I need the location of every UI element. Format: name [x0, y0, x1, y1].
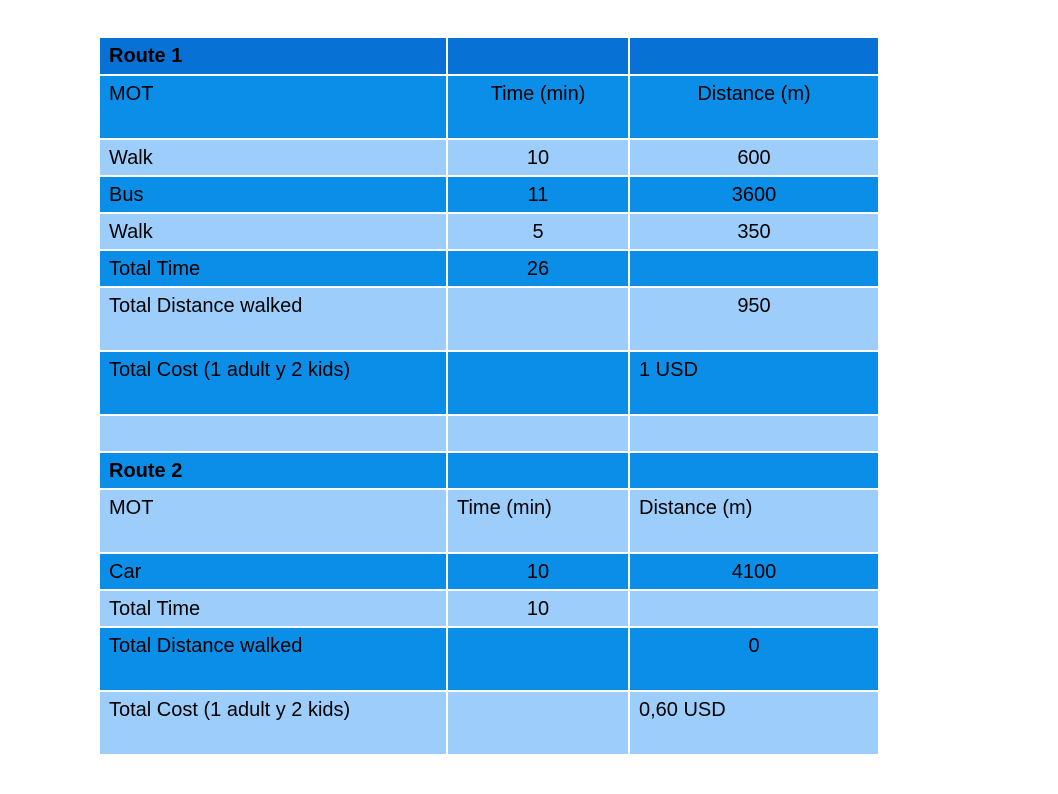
- leg-time: 11: [447, 176, 629, 213]
- total-time-label: Total Time: [99, 250, 447, 287]
- empty-cell: [447, 452, 629, 489]
- table-row: [99, 176, 879, 213]
- leg-time: 10: [447, 553, 629, 590]
- empty-cell: [629, 250, 879, 287]
- route1-total-distance-row: [99, 287, 879, 351]
- empty-cell: [99, 415, 447, 452]
- route2-total-distance-row: [99, 627, 879, 691]
- route2-total-cost-row: [99, 691, 879, 755]
- leg-mode: Walk: [99, 213, 447, 250]
- route1-total-time-row: [99, 250, 879, 287]
- route2-header-row: [99, 489, 879, 553]
- leg-time: 10: [447, 139, 629, 176]
- route2-total-time-row: [99, 590, 879, 627]
- leg-distance: 3600: [629, 176, 879, 213]
- total-cost-value: 0,60 USD: [629, 691, 879, 755]
- route1-header-mot: MOT: [99, 75, 447, 139]
- empty-cell: [629, 590, 879, 627]
- route1-header-time: Time (min): [447, 75, 629, 139]
- empty-cell: [447, 627, 629, 691]
- empty-cell: [447, 37, 629, 75]
- empty-cell: [629, 452, 879, 489]
- empty-cell: [447, 287, 629, 351]
- route1-total-cost-row: [99, 351, 879, 415]
- route2-header-distance: Distance (m): [629, 489, 879, 553]
- spacer-row: [99, 415, 879, 452]
- total-cost-label: Total Cost (1 adult y 2 kids): [99, 691, 447, 755]
- total-time-value: 26: [447, 250, 629, 287]
- route1-title-row: [99, 37, 879, 75]
- total-distance-value: 0: [629, 627, 879, 691]
- total-time-value: 10: [447, 590, 629, 627]
- route1-header-row: [99, 75, 879, 139]
- leg-time: 5: [447, 213, 629, 250]
- total-distance-value: 950: [629, 287, 879, 351]
- routes-table: [98, 36, 880, 756]
- total-distance-label: Total Distance walked: [99, 287, 447, 351]
- table-row: [99, 213, 879, 250]
- total-cost-value: 1 USD: [629, 351, 879, 415]
- table-row: [99, 139, 879, 176]
- route2-header-mot: MOT: [99, 489, 447, 553]
- route1-header-distance: Distance (m): [629, 75, 879, 139]
- total-distance-label: Total Distance walked: [99, 627, 447, 691]
- leg-distance: 350: [629, 213, 879, 250]
- total-time-label: Total Time: [99, 590, 447, 627]
- empty-cell: [447, 415, 629, 452]
- leg-mode: Car: [99, 553, 447, 590]
- leg-distance: 4100: [629, 553, 879, 590]
- empty-cell: [629, 37, 879, 75]
- route2-title-row: [99, 452, 879, 489]
- leg-distance: 600: [629, 139, 879, 176]
- leg-mode: Walk: [99, 139, 447, 176]
- empty-cell: [629, 415, 879, 452]
- route2-title: Route 2: [99, 452, 447, 489]
- table-row: [99, 553, 879, 590]
- route2-header-time: Time (min): [447, 489, 629, 553]
- empty-cell: [447, 351, 629, 415]
- empty-cell: [447, 691, 629, 755]
- total-cost-label: Total Cost (1 adult y 2 kids): [99, 351, 447, 415]
- route1-title: Route 1: [99, 37, 447, 75]
- leg-mode: Bus: [99, 176, 447, 213]
